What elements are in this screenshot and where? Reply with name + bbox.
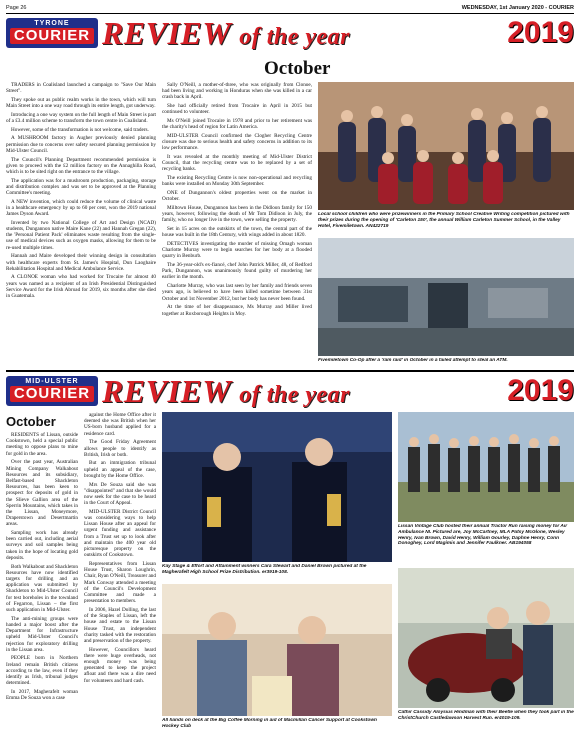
- article-paragraph: However, Councillors heard there were huge overheads, not enough money was being generated to keep the project afloat and there was a dire need for volunteers and hard cash.: [84, 646, 156, 684]
- article-paragraph: The 36-year-old's ex-fiancé, chef John Patrick Miller, 48, of Redford Park, Dungannon, was unanimously found guilty of murdering her earlier in the month.: [162, 262, 312, 281]
- article-paragraph: At the time of her disappearance, Ms Murray and Miller lived together at Roxborough Heights in Moy.: [162, 304, 312, 317]
- article-paragraph: ONE of Dungannon's oldest properties went on the market in October.: [162, 190, 312, 203]
- article-paragraph: Sampling work has already been carried out, including aerial surveys and soil samples being taken in the hope of locating gold deposits.: [6, 530, 78, 561]
- section1-month: October: [264, 58, 331, 79]
- article-paragraph: The anti-mining groups were handed a major boost after the Department for Infrastructure upheld Mid-Ulster Council's rejection for exploratory drilling in the Lissan area.: [6, 615, 78, 653]
- article-paragraph: The existing Recycling Centre is now non-operational and recycling banks were installed on Monday 30th September.: [162, 175, 312, 188]
- article-paragraph: But an immigration tribunal upheld an appeal of the case, brought by the Home Office.: [84, 460, 156, 479]
- section2-column-1: [6, 432, 78, 730]
- coffee-morning-caption: All hands on deck at the Big Coffee Morning in aid of Macmillan Cancer Support at Cookstown Hockey Club: [162, 718, 377, 729]
- beetle-harvest-run-caption: Cathir Cassidy Aloysius Hindman with their Beetle when they took part in the ChristChurch Castledawson Harvest Run. er4019-109.: [398, 710, 574, 721]
- article-paragraph: The Good Friday Agreement allows people to identify as British, Irish or both.: [84, 439, 156, 458]
- prize-winners-photo: [162, 412, 392, 562]
- co-op-ram-raid-caption: Fivemiletown Co-Op after a 'ram raid' in October in a failed attempt to steal an ATM.: [318, 358, 508, 363]
- section2-month: October: [6, 414, 56, 429]
- section-divider: [6, 370, 574, 372]
- article-paragraph: Charlotte Murray, who was last seen by her family and friends seven years ago, is believed to have been killed sometime between 31st October and 1st November 2012, but her body has never been found.: [162, 283, 312, 302]
- beetle-harvest-run-photo: [398, 568, 574, 708]
- article-paragraph: Introducing a one way system on the full length of Main Street is part of a £3.4 million scheme to transform the town centre in Coalisland.: [6, 111, 156, 125]
- article-paragraph: Ms O'Neill joined Trocaire in 1978 and prior to her retirement was the charity's head of region for Latin America.: [162, 118, 312, 131]
- article-paragraph: Representatives from Lissan House Trust, Sharon Loughrin, Chair, Ryan O'Neill, Treasurer and Mark Conway attended a meeting of the Council's Development Committee and made a presentation to members.: [84, 560, 156, 605]
- article-paragraph: DETECTIVES investigating the murder of missing Omagh woman Charlotte Murray were to begin searches for her body at a flooded quarry in Benburb.: [162, 240, 312, 260]
- article-paragraph: Over the past year, Australian Mining Company Walkabout Resources and its subsidiary, Belfast-based Shackleton Resources, has been keen to prospect for deposits of gold in the Slieve Gallion area of the Sperrin Mountains, which takes in the Lissan, Moneymore, Draperstown and Desertmartin areas.: [6, 459, 78, 528]
- article-paragraph: The application was for a mushroom production, packaging, storage and distribution complex and was set to be approved at the Planning Committee's meeting.: [6, 177, 156, 197]
- article-paragraph: The Council's Planning Department recommended permission is given to proceed with the £2 million factory on the Annaghilla Road, which is to be sited right on the entrance to the village.: [6, 156, 156, 175]
- vintage-tractor-photo: [398, 412, 574, 522]
- article-paragraph: RESIDENTS of Lissan, outside Cookstown, held a special public meeting to oppose plans to mine for gold in the area.: [6, 432, 78, 457]
- article-paragraph: However, some of the transformation is not welcome, said traders.: [11, 126, 149, 133]
- article-paragraph: A NEW invention, which could reduce the volume of clinical waste in a healthcare emergency by up to 60 per cent, won the 2019 national James Dyson Award.: [6, 198, 156, 218]
- review-year: 2019: [507, 16, 574, 49]
- review-title: REVIEW of the year: [102, 15, 351, 51]
- article-paragraph: In 2017, Magherafelt woman Emma De Souza won a case: [6, 688, 78, 702]
- review-banner-bottom: [6, 373, 574, 409]
- article-paragraph: PEOPLE born in Northern Ireland remain British citizens according to the law, even if they identify as Irish, tribunal judges determined.: [6, 655, 78, 687]
- article-paragraph: Milltown House, Dungannon has been in the Didloon family for 150 years, however, following the death of Mr Tom Didloon in July, the family, who no longer live in the town, were selling the property.: [162, 204, 312, 224]
- section1-column-2: [162, 82, 312, 372]
- coffee-morning-photo: [162, 584, 392, 716]
- review-year: 2019: [507, 374, 574, 407]
- article-paragraph: against the Home Office after it deemed she was British when her US-born husband applied for a residence card.: [84, 412, 156, 437]
- article-paragraph: In 2006, Hazel Dolling, the last of the Staples of Lissan, left the house and estate to the Lissan House Trust, an independent charity tasked with the restoration and preservation of the property.: [84, 606, 156, 644]
- article-paragraph: A CLONOE woman who had worked for Trocaire for almost 40 years was named as a recipient of an Irish Presidential Distinguished Service Award for the Irish Abroad for 2019, six months after she died in Guatemala.: [6, 274, 156, 300]
- article-paragraph: MID-ULSTER District Council was considering ways to help Lissan House after an appeal for urgent funding and assistance from a Trust set up to look after and maintain the 400 year old picturesque property on the outskirts of Cookstown.: [84, 508, 156, 559]
- article-paragraph: She had officially retired from Trocaire in April in 2015 but continued to volunteer.: [162, 103, 312, 116]
- article-paragraph: Invented by two National College of Art and Design (NCAD) students, Dungannon native Maire Kane (22) and Hannah Gregan (22), the 'Personal Patient Pack' eliminates waste resulting from the single-use of medical devices such as oxygen masks, allowing for them to be re-used multiple times.: [6, 219, 156, 251]
- school-prizewinners-photo: [318, 82, 574, 210]
- article-paragraph: They spoke out as public realm works in the town, which will turn Main Street into a one way road through its entire length, got underway.: [6, 96, 156, 110]
- section1-column-1: [6, 82, 156, 372]
- article-paragraph: Hannah and Maire developed their winning design in consultation with healthcare experts from St. James's Hospital, Dun Laoghaire Rehabilitation Hospital and Medical Ambulance Service.: [6, 253, 156, 272]
- article-paragraph: TRADERS in Coalisland launched a campaign to "Save Our Main Street".: [6, 82, 156, 95]
- review-title: REVIEW of the year: [102, 373, 351, 409]
- article-paragraph: MID-ULSTER Council confirmed the Clogher Recycling Centre closure was due to serious health and safety concerns in addition to its low performance.: [162, 132, 312, 152]
- tyrone-courier-logo: TYRONE COURIER: [6, 18, 98, 48]
- header-rule: [6, 13, 574, 14]
- co-op-ram-raid-photo: [318, 238, 574, 356]
- article-paragraph: Both Walkabout and Shackleton Resources have now identified targets for drilling and an application was submitted by Shackleton to Mid-Ulster Council for test boreholes in the townland of Fegarron, Lissan – the first such application in Mid-Ulster.: [6, 563, 78, 613]
- article-paragraph: It was revealed at the monthly meeting of Mid-Ulster District Council, that the recycling centre was to be replaced by a set of recycling banks.: [162, 154, 312, 173]
- page-number: Page 26: [6, 5, 27, 11]
- dateline: WEDNESDAY, 1st January 2020 - COURIER: [461, 5, 574, 11]
- article-paragraph: Set in 15 acres on the outskirts of the town, the central part of the house was built in the 18th Century, with wings added in about 1820.: [162, 226, 312, 239]
- school-prizewinners-caption: Local school children who were prizewinners in the Primary School Creative Writing competition pictured with their prizes during the opening of 'Carleton 150', the annual William Carleton Summer School, in the Valley Hotel, Fivemiletown. AN422719: [318, 212, 570, 229]
- mid-ulster-courier-logo: MID-ULSTER COURIER: [6, 376, 98, 406]
- section2-column-2: [84, 412, 156, 730]
- prize-winners-caption: Kay Stage & Effort and Attainment winners Cara Stewart and Daniel Brown pictured at the Magherafelt High School Prize Distribution. er3919-108.: [162, 564, 367, 575]
- article-paragraph: A MUSHROOM factory in Augher previously denied planning permission due to concerns over safety secured planning permission by Mid-Ulster Council.: [6, 135, 156, 154]
- review-banner-top: [6, 15, 574, 51]
- article-paragraph: Sally O'Neill, a mother-of-three, who was originally from Clonoe, had been living and working in Honduras when she was killed in a car crash back in April.: [162, 82, 312, 101]
- vintage-tractor-caption: Lissan Vintage Club hosted their annual Tractor Run raising money for Air Ambulance NI. Pictured are, Joy McCartney, MLA Patsy McGlone, Wesley Henry, Ivan Brown, David Henry, William Gourley, Daphne Henry, Conn Donoghey, Lord Magimis and Jennifer Faulkner. AB194058: [398, 524, 568, 547]
- article-paragraph: Mrs De Souza said she was "disappointed" and that she would now seek for the case to be heard in the Court of Appeal.: [84, 481, 156, 507]
